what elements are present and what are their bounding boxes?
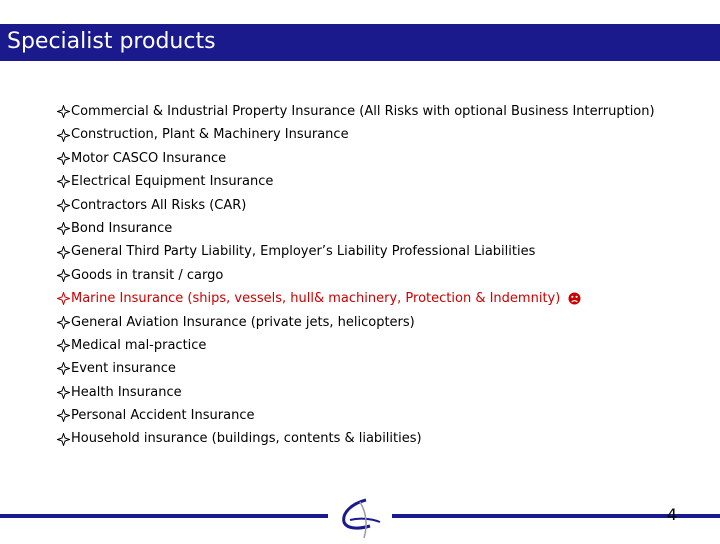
list-item xyxy=(57,264,655,287)
diamond-star-bullet-icon xyxy=(57,152,70,165)
diamond-star-bullet-icon xyxy=(57,222,70,235)
list-item-label: Electrical Equipment Insurance xyxy=(71,174,274,190)
list-item-label: Motor CASCO Insurance xyxy=(71,150,227,166)
list-item xyxy=(57,147,655,170)
product-list xyxy=(57,100,655,451)
diamond-star-bullet-icon xyxy=(57,409,70,422)
list-item-label: General Third Party Liability, Employer’s Liability Professional Liabilities xyxy=(71,244,536,260)
company-logo-icon xyxy=(336,494,386,540)
footer-rule-left xyxy=(0,514,328,518)
frown-face-icon xyxy=(568,292,581,305)
list-item-label: Construction, Plant & Machinery Insurance xyxy=(71,127,349,143)
diamond-star-bullet-icon xyxy=(57,339,70,352)
list-item xyxy=(57,100,655,123)
diamond-star-bullet-icon xyxy=(57,292,70,305)
list-item xyxy=(57,217,655,240)
diamond-star-bullet-icon xyxy=(57,105,70,118)
page-number: 4 xyxy=(666,505,678,524)
list-item xyxy=(57,240,655,263)
diamond-star-bullet-icon xyxy=(57,129,70,142)
list-item-label: General Aviation Insurance (private jets, helicopters) xyxy=(71,314,415,330)
list-item-label: Contractors All Risks (CAR) xyxy=(71,197,247,213)
list-item-label: Personal Accident Insurance xyxy=(71,408,255,424)
diamond-star-bullet-icon xyxy=(57,199,70,212)
diamond-star-bullet-icon xyxy=(57,362,70,375)
list-item-label: Medical mal-practice xyxy=(71,337,207,353)
list-item xyxy=(57,427,655,450)
diamond-star-bullet-icon xyxy=(57,175,70,188)
diamond-star-bullet-icon xyxy=(57,386,70,399)
list-item-label: Household insurance (buildings, contents & liabilities) xyxy=(71,431,422,447)
list-item-label: Health Insurance xyxy=(71,384,182,400)
list-item xyxy=(57,194,655,217)
list-item-label: Goods in transit / cargo xyxy=(71,267,224,283)
list-item xyxy=(57,123,655,146)
list-item xyxy=(57,381,655,404)
list-item-highlighted xyxy=(57,287,655,310)
list-item-label: Marine Insurance (ships, vessels, hull& machinery, Protection & Indemnity) xyxy=(71,291,561,307)
list-item xyxy=(57,311,655,334)
diamond-star-bullet-icon xyxy=(57,246,70,259)
page-title: Specialist products xyxy=(7,29,216,54)
list-item-label: Bond Insurance xyxy=(71,220,173,236)
list-item xyxy=(57,334,655,357)
diamond-star-bullet-icon xyxy=(57,269,70,282)
diamond-star-bullet-icon xyxy=(57,433,70,446)
title-bar xyxy=(0,24,720,61)
list-item xyxy=(57,170,655,193)
list-item xyxy=(57,404,655,427)
diamond-star-bullet-icon xyxy=(57,316,70,329)
list-item-label: Event insurance xyxy=(71,361,176,377)
list-item-label: Commercial & Industrial Property Insurance (All Risks with optional Business Interruption) xyxy=(71,104,655,119)
list-item xyxy=(57,357,655,380)
